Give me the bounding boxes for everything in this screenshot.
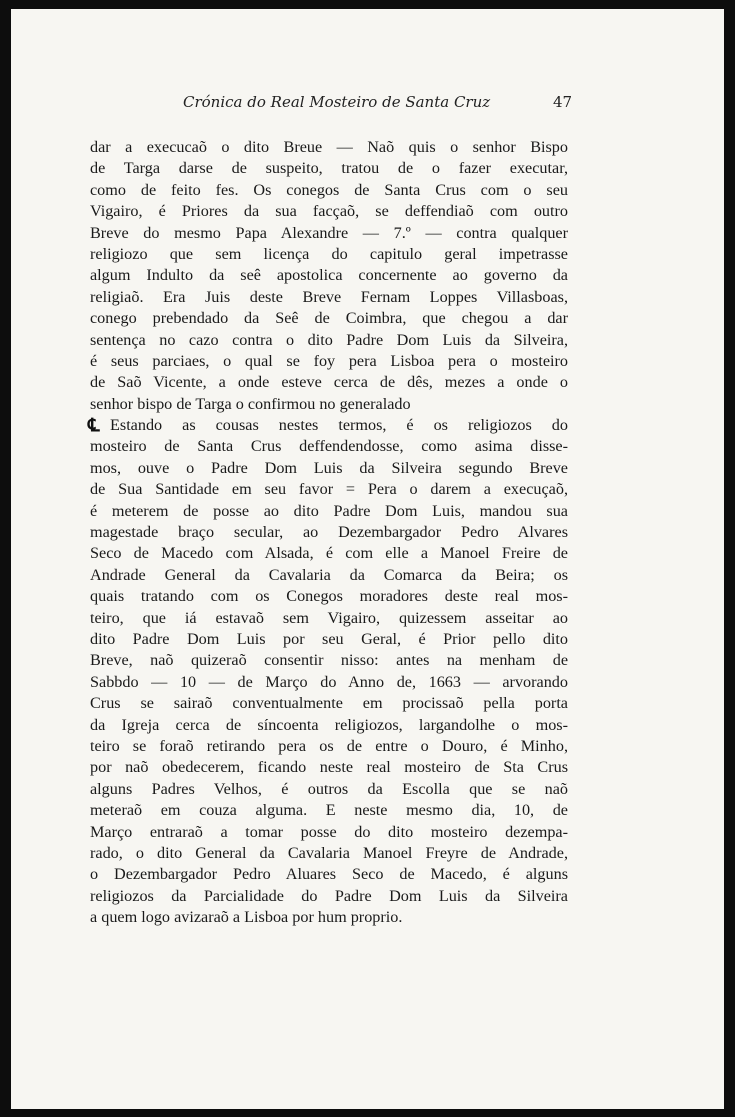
paragraph-start [90, 415, 568, 436]
text-line: conego prebendado da Seê de Coimbra, que chegou a dar [90, 309, 568, 328]
text-line: religiozo que sem licença do capitulo geral impetrasse [90, 244, 568, 263]
text-line: teiro, que iá estavaõ sem Vigairo, quizessem asseitar ao [90, 608, 568, 627]
text-line: quais tratando com os Conegos moradores deste real mos- [90, 587, 568, 606]
text-line: sentença no cazo contra o dito Padre Dom Luis da Silveira, [90, 330, 568, 349]
paragraph-mark: ℄ [88, 415, 100, 437]
text-line: alguns Padres Velhos, é outros da Escolla que se naõ [90, 779, 568, 798]
text-line: mos, ouve o Padre Dom Luis da Silveira segundo Breve [90, 458, 568, 477]
text-line: Março entraraõ a tomar posse do dito mosteiro dezempa- [90, 822, 568, 841]
body-text [90, 137, 568, 928]
text-line: como de feito fes. Os conegos de Santa Crus com o seu [90, 180, 568, 199]
text-line: é seus parciaes, o qual se foy pera Lisboa pera o mosteiro [90, 351, 568, 370]
running-title: Crónica do Real Mosteiro de Santa Cruz [183, 93, 491, 111]
text-line: dito Padre Dom Luis por seu Geral, é Prior pello dito [90, 629, 568, 648]
text-line: Breve do mesmo Papa Alexandre — 7.º — contra qualquer [90, 223, 568, 242]
text-line: de Saõ Vicente, a onde esteve cerca de dês, mezes a onde o [90, 373, 568, 392]
text-line: Crus se sairaõ conventualmente em procissaõ pella porta [90, 694, 568, 713]
text-line: da Igreja cerca de síncoenta religiozos, largandolhe o mos- [90, 715, 568, 734]
text-line: senhor bispo de Targa o confirmou no generalado [90, 394, 411, 413]
text-line: de Targa darse de suspeito, tratou de o fazer executar, [90, 159, 568, 178]
page-number: 47 [553, 93, 573, 111]
text-line: religiaõ. Era Juis deste Breve Fernam Loppes Villasboas, [90, 287, 568, 306]
text-line: magestade braço secular, ao Dezembargador Pedro Alvares [90, 523, 568, 542]
text-line: religiozos da Parcialidade do Padre Dom Luis da Silveira [90, 886, 568, 905]
text-line: teiro se foraõ retirando pera os de entre o Douro, é Minho, [90, 736, 568, 755]
text-line: a quem logo avizaraõ a Lisboa por hum proprio. [90, 908, 403, 927]
book-page [11, 9, 724, 1109]
text-line: rado, o dito General da Cavalaria Manoel Freyre de Andrade, [90, 843, 568, 862]
text-line: é meterem de posse ao dito Padre Dom Luis, mandou sua [90, 501, 568, 520]
text-line: Estando as cousas nestes termos, é os religiozos do [110, 416, 568, 435]
text-line: algum Indulto da seê apostolica concernente ao governo da [90, 266, 568, 285]
text-line: mosteiro de Santa Crus deffendendosse, como asima disse- [90, 437, 568, 456]
page-header [11, 93, 724, 117]
text-line: Breve, naõ quizeraõ consentir nisso: antes na menham de [90, 651, 568, 670]
text-line: meteraõ em couza alguma. E neste mesmo dia, 10, de [90, 801, 568, 820]
text-line: Sabbdo — 10 — de Março do Anno de, 1663 — arvorando [90, 672, 568, 691]
text-line: o Dezembargador Pedro Aluares Seco de Macedo, é alguns [90, 865, 568, 884]
text-line: por naõ obedecerem, ficando neste real mosteiro de Sta Crus [90, 758, 568, 777]
text-line: dar a execucaõ o dito Breue — Naõ quis o senhor Bispo [90, 138, 568, 156]
text-line: Seco de Macedo com Alsada, é com elle a Manoel Freire de [90, 544, 568, 563]
text-line: Andrade General da Cavalaria da Comarca da Beira; os [90, 565, 568, 584]
text-line: de Sua Santidade em seu favor = Pera o darem a execuçaõ, [90, 480, 568, 499]
text-line: Vigairo, é Priores da sua facçaõ, se deffendiaõ com outro [90, 202, 568, 221]
